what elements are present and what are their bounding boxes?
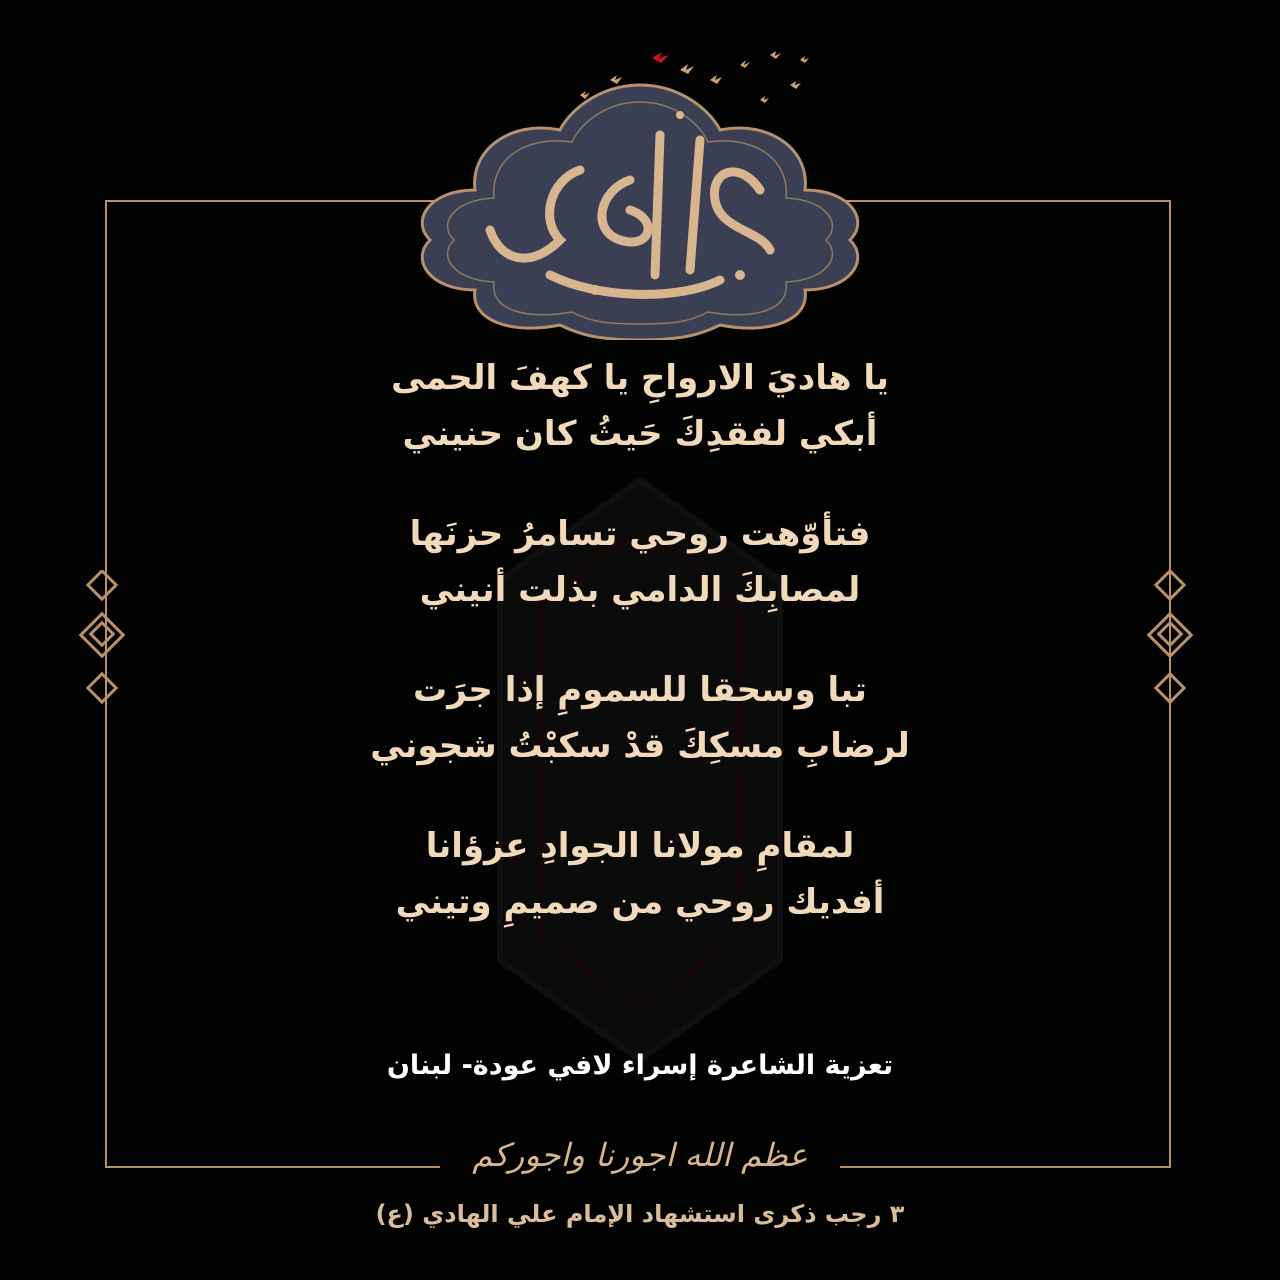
poem-stanza-3 <box>240 662 1040 774</box>
calligraphy-emblem-icon <box>380 40 900 340</box>
left-knot-ornament-icon <box>72 570 132 710</box>
right-knot-ornament-icon <box>1140 570 1200 710</box>
verse-line: أبكي لفقدِكَ حَيثُ كان حنيني <box>402 414 878 454</box>
poet-credit: تعزية الشاعرة إسراء لافي عودة- لبنان <box>386 1050 894 1081</box>
poem-stanza-2 <box>240 506 1040 618</box>
poem <box>240 350 1040 974</box>
verse-line: لمقامِ مولانا الجوادِ عزؤانا <box>425 826 855 866</box>
verse-line: أفديك روحي من صميمِ وتيني <box>395 882 885 922</box>
condolence-phrase: عظم الله اجورنا واجوركم <box>440 1125 840 1185</box>
occasion-caption: ٣ رجب ذكرى استشهاد الإمام علي الهادي (ع) <box>375 1200 905 1228</box>
verse-line: تبا وسحقا للسمومِ إذا جرَت <box>413 670 867 710</box>
verse-line: يا هاديَ الارواحِ يا كهفَ الحمى <box>391 358 889 398</box>
verse-line: فتأوّهت روحي تسامرُ حزنَها <box>409 514 871 554</box>
verse-line: لرضابِ مسكِكَ قدْ سكبْتُ شجوني <box>370 726 910 766</box>
poem-stanza-1 <box>240 350 1040 462</box>
poem-stanza-4 <box>240 818 1040 930</box>
verse-line: لمصابِكَ الدامي بذلت أنيني <box>419 570 861 610</box>
